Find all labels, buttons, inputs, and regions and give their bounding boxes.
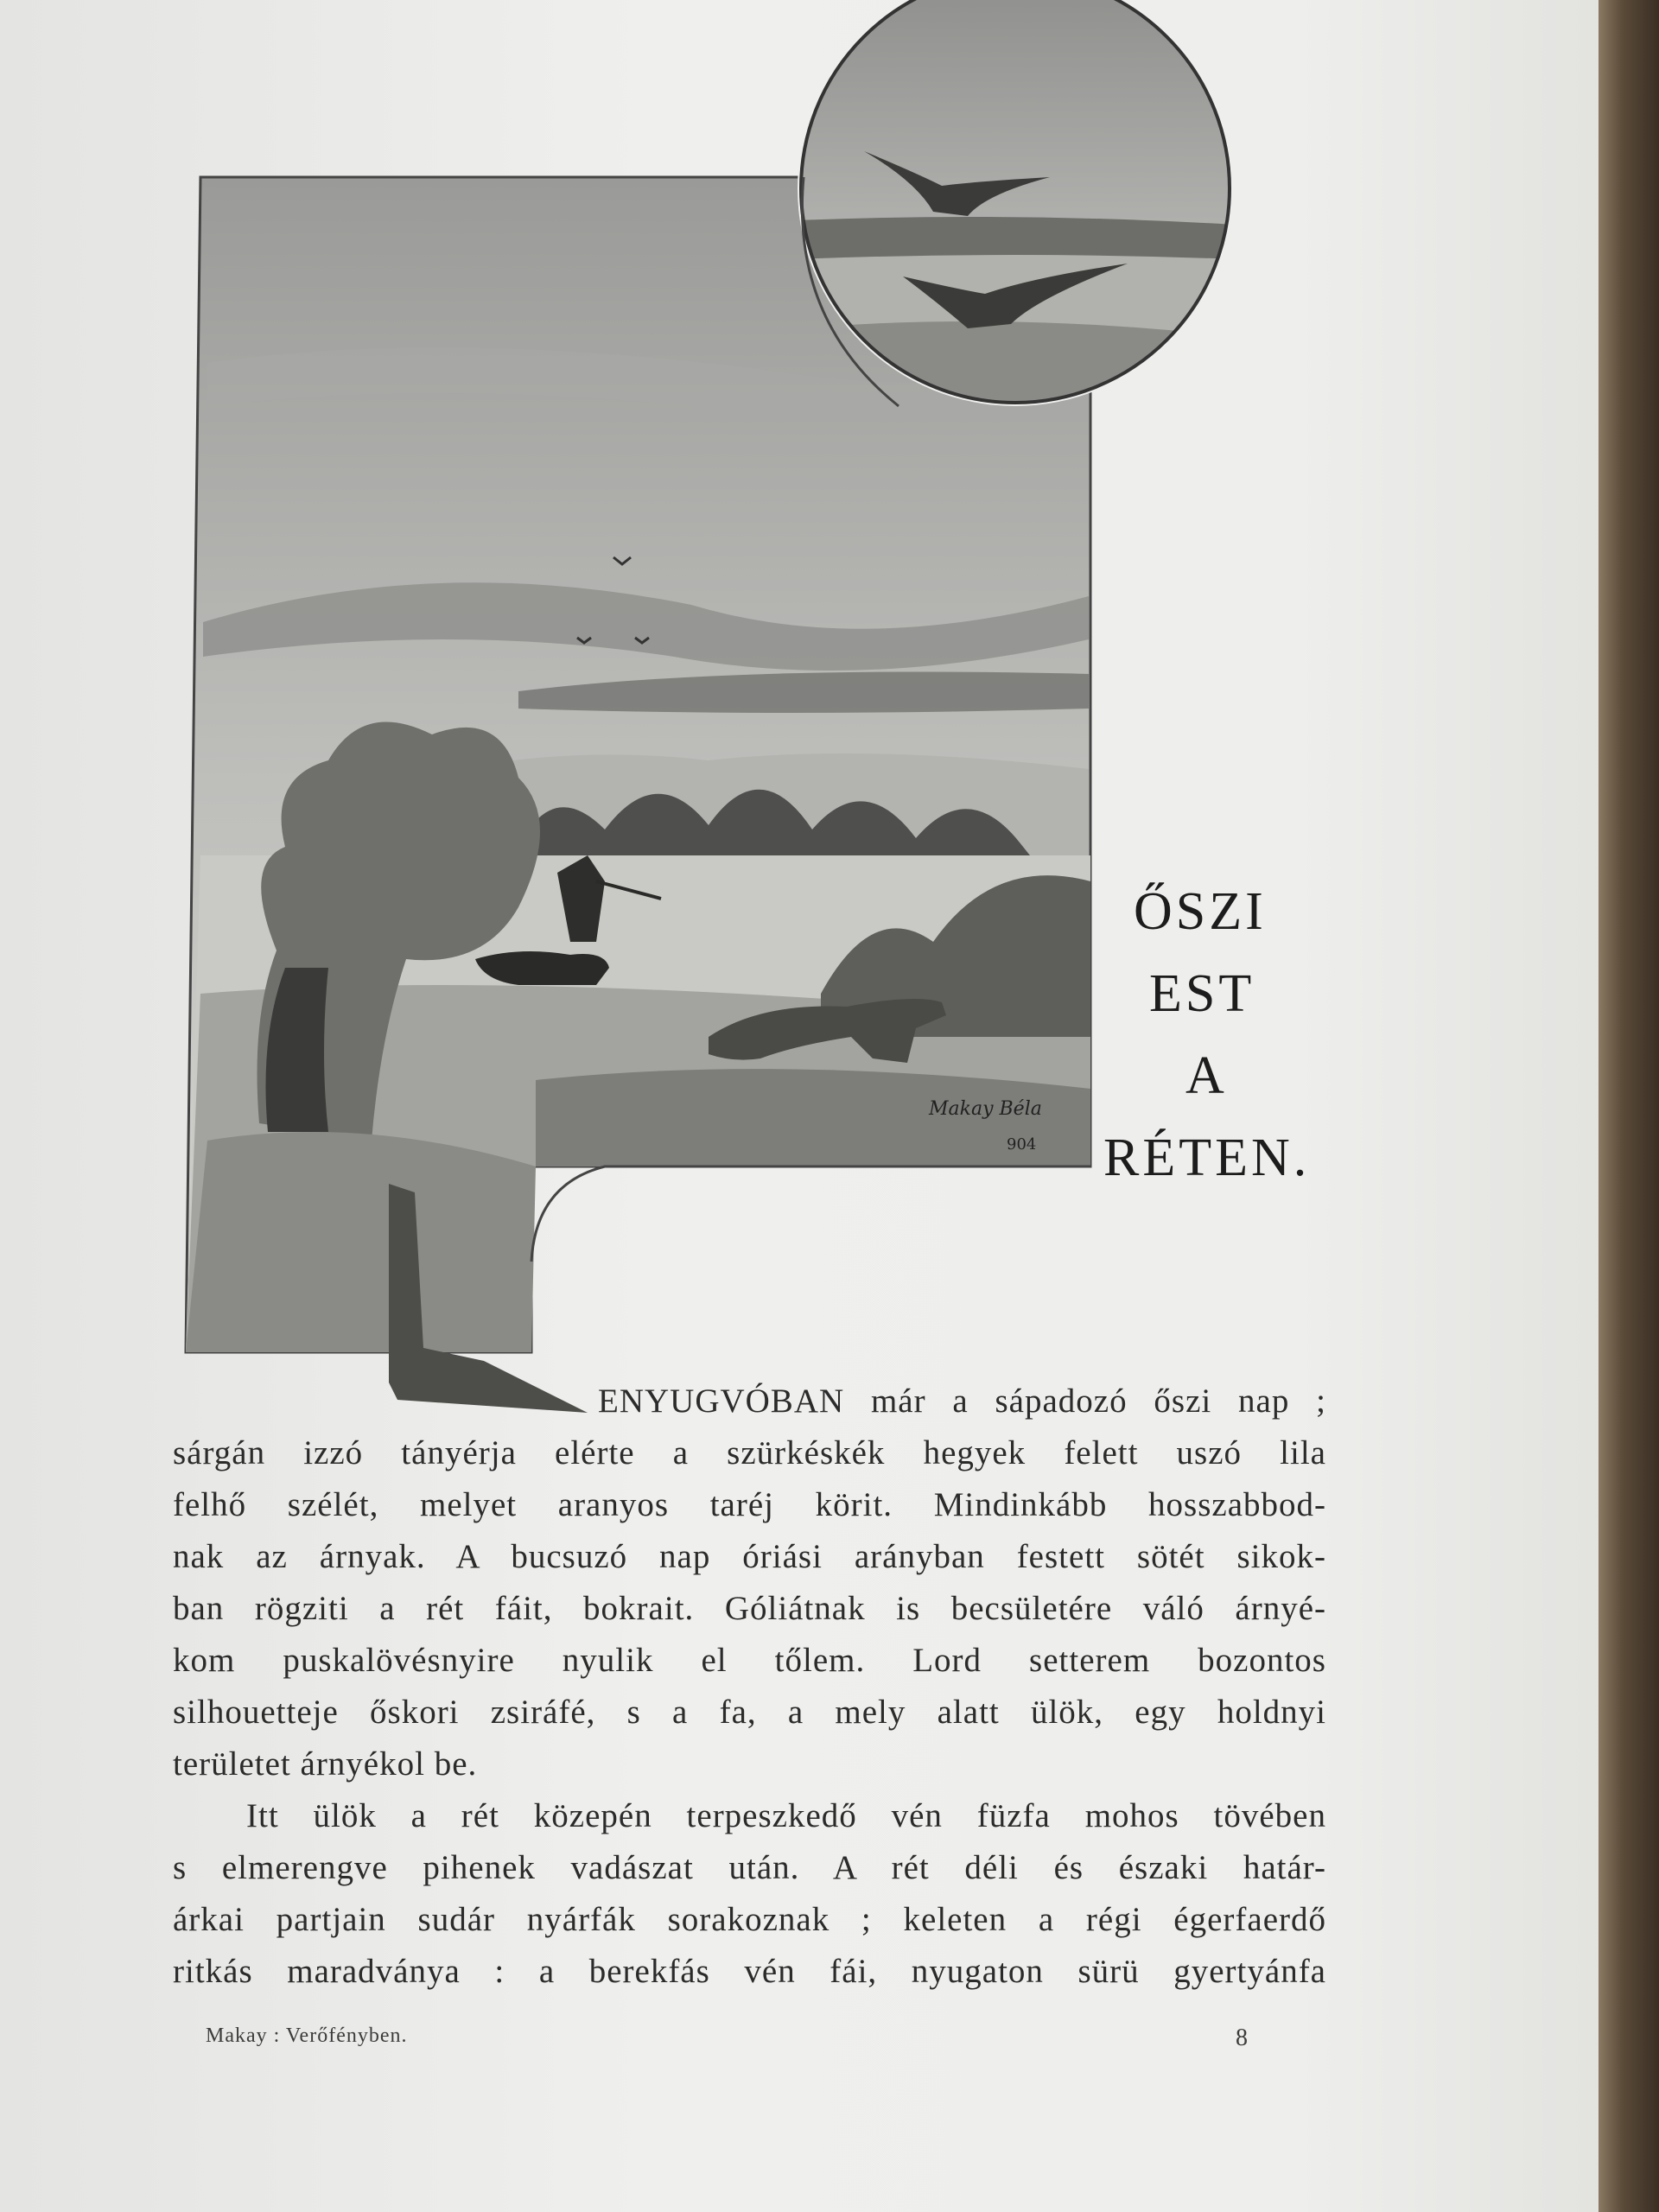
text-line: Itt ülök a rét közepén terpeszkedő vén füzfa mohos tövében xyxy=(246,1797,1326,1834)
text-line: ban rögziti a rét fáit, bokrait. Góliátnak is becsületére váló árnyé- xyxy=(173,1590,1326,1627)
title-line-3: A xyxy=(1185,1046,1228,1105)
body-first-line xyxy=(598,1376,1326,1427)
text-line: árkai partjain sudár nyárfák sorakoznak ; keleten a régi égerfaerdő xyxy=(173,1901,1326,1938)
text-line: kom puskalövésnyire nyulik el tőlem. Lord setterem bozontos xyxy=(173,1642,1326,1679)
book-spine xyxy=(1599,0,1659,2212)
text-line: ritkás maradványa : a berekfás vén fái, nyugaton sürü gyertyánfa xyxy=(173,1953,1326,1990)
text-line: s elmerengve pihenek vadászat után. A rét déli és északi határ- xyxy=(173,1849,1326,1886)
title-line-1: ŐSZI xyxy=(1134,882,1267,941)
title-line-2: EST xyxy=(1149,964,1255,1023)
text-line: felhő szélét, melyet aranyos taréj körit. Mindinkább hosszabbod- xyxy=(173,1486,1326,1523)
page-number: 8 xyxy=(1236,2024,1249,2051)
signature: Makay Béla xyxy=(929,1098,1042,1120)
footer-running-title: Makay : Verőfényben. xyxy=(206,2024,408,2047)
text-line: nak az árnyak. A bucsuzó nap óriási arányban festett sötét sikok- xyxy=(173,1538,1326,1575)
text-line: silhouetteje őskori zsiráfé, s a fa, a mely alatt ülök, egy holdnyi xyxy=(173,1694,1326,1731)
signature-year: 904 xyxy=(1007,1135,1037,1154)
decorative-frame-line xyxy=(531,1166,1090,1262)
paragraph-2 xyxy=(173,1790,1326,1998)
text-line: ENYUGVÓBAN már a sápadozó őszi nap ; xyxy=(598,1382,1326,1420)
text-line: sárgán izzó tányérja elérte a szürkéskék hegyek felett uszó lila xyxy=(173,1434,1326,1471)
text-line: területet árnyékol be. xyxy=(173,1745,478,1783)
paragraph-1 xyxy=(173,1427,1326,1790)
title-line-4: RÉTEN. xyxy=(1103,1128,1311,1187)
